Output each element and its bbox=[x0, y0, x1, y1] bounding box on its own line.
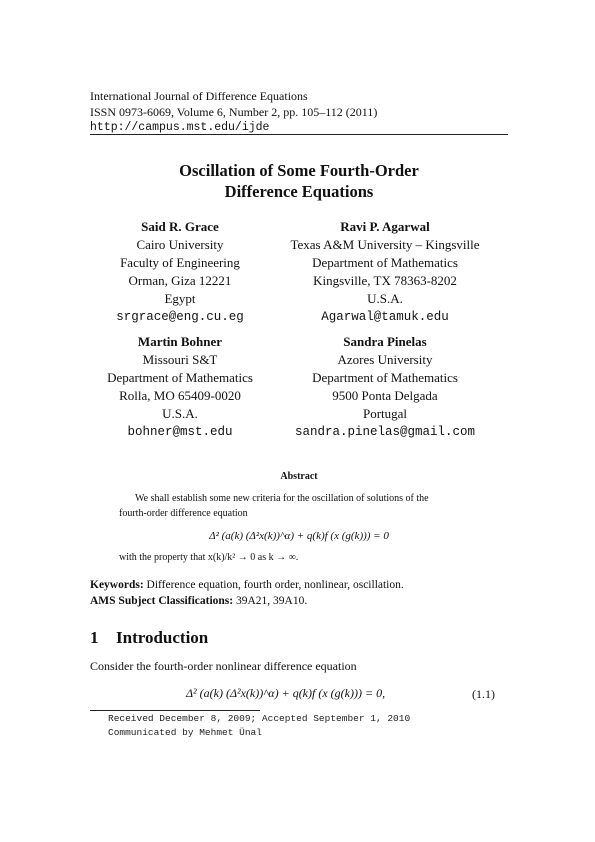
author-affil: Missouri S&T bbox=[142, 352, 218, 367]
section-text: Consider the fourth-order nonlinear difference equation bbox=[90, 659, 357, 673]
footnote-rule bbox=[90, 710, 260, 711]
section-number: 1 bbox=[90, 628, 99, 647]
journal-name: International Journal of Difference Equations bbox=[90, 89, 308, 103]
author-affil: Cairo University bbox=[136, 237, 224, 252]
header-rule bbox=[90, 134, 508, 135]
author-block bbox=[270, 218, 500, 326]
title-line-1: Oscillation of Some Fourth-Order bbox=[179, 161, 419, 180]
intro-equation-wrap bbox=[186, 684, 385, 702]
author-affil: Azores University bbox=[337, 352, 433, 367]
keywords-text: Difference equation, fourth order, nonlinear, oscillation. bbox=[146, 579, 404, 591]
author-affil: Department of Mathematics bbox=[312, 255, 458, 270]
ams-text: 39A21, 39A10. bbox=[236, 595, 308, 607]
abstract-body bbox=[119, 491, 479, 565]
abstract-equation: Δ² (a(k) (Δ²x(k))^α) + q(k)f (x (g(k))) = 0 bbox=[209, 530, 389, 542]
author-email[interactable]: bohner@mst.edu bbox=[127, 425, 233, 439]
title-line-2: Difference Equations bbox=[224, 182, 374, 201]
footnote-received: Received December 8, 2009; Accepted September 1, 2010 bbox=[108, 713, 411, 724]
author-affil: Faculty of Engineering bbox=[120, 255, 240, 270]
author-affil: Portugal bbox=[362, 406, 408, 421]
abstract-heading: Abstract bbox=[280, 471, 318, 482]
author-email[interactable]: sandra.pinelas@gmail.com bbox=[294, 425, 476, 439]
author-block bbox=[90, 333, 270, 441]
author-affil: Egypt bbox=[164, 291, 196, 306]
author-name: Martin Bohner bbox=[137, 334, 223, 349]
author-block bbox=[270, 333, 500, 441]
equation-number: (1.1) bbox=[472, 687, 495, 701]
section-title: Introduction bbox=[116, 628, 209, 647]
abstract-line-1: We shall establish some new criteria for the oscillation of solutions of the bbox=[135, 493, 429, 504]
author-block bbox=[90, 218, 270, 326]
journal-header bbox=[90, 88, 377, 136]
author-affil: Kingsville, TX 78363-8202 bbox=[313, 273, 457, 288]
journal-issn: ISSN 0973-6069, Volume 6, Number 2, pp. 105–112 (2011) bbox=[90, 105, 378, 119]
keywords-label: Keywords: bbox=[90, 579, 144, 591]
author-affil: 9500 Ponta Delgada bbox=[332, 388, 438, 403]
author-email[interactable]: srgrace@eng.cu.eg bbox=[116, 310, 244, 324]
author-name: Sandra Pinelas bbox=[343, 334, 427, 349]
author-affil: Orman, Giza 12221 bbox=[128, 273, 232, 288]
author-affil: Department of Mathematics bbox=[107, 370, 253, 385]
author-affil: Rolla, MO 65409-0020 bbox=[119, 388, 241, 403]
author-name: Said R. Grace bbox=[141, 219, 219, 234]
author-affil: U.S.A. bbox=[367, 291, 403, 306]
abstract-property: with the property that x(k)/k² → 0 as k → ∞. bbox=[119, 552, 299, 563]
author-affil: Texas A&M University – Kingsville bbox=[290, 237, 480, 252]
ams-label: AMS Subject Classifications: bbox=[90, 595, 234, 607]
author-email[interactable]: Agarwal@tamuk.edu bbox=[321, 310, 449, 324]
paper-title bbox=[90, 160, 508, 202]
footnote-communicated: Communicated by Mehmet Ünal bbox=[108, 726, 262, 738]
author-affil: U.S.A. bbox=[162, 406, 198, 421]
author-name: Ravi P. Agarwal bbox=[340, 219, 430, 234]
keywords-block bbox=[90, 577, 404, 609]
author-affil: Department of Mathematics bbox=[312, 370, 458, 385]
footnote bbox=[108, 712, 410, 739]
journal-url[interactable]: http://campus.mst.edu/ijde bbox=[90, 121, 270, 134]
intro-equation: Δ² (a(k) (Δ²x(k))^α) + q(k)f (x (g(k))) = 0, bbox=[186, 686, 386, 700]
section-heading bbox=[90, 628, 208, 648]
abstract-line-2: fourth-order difference equation bbox=[119, 508, 248, 519]
